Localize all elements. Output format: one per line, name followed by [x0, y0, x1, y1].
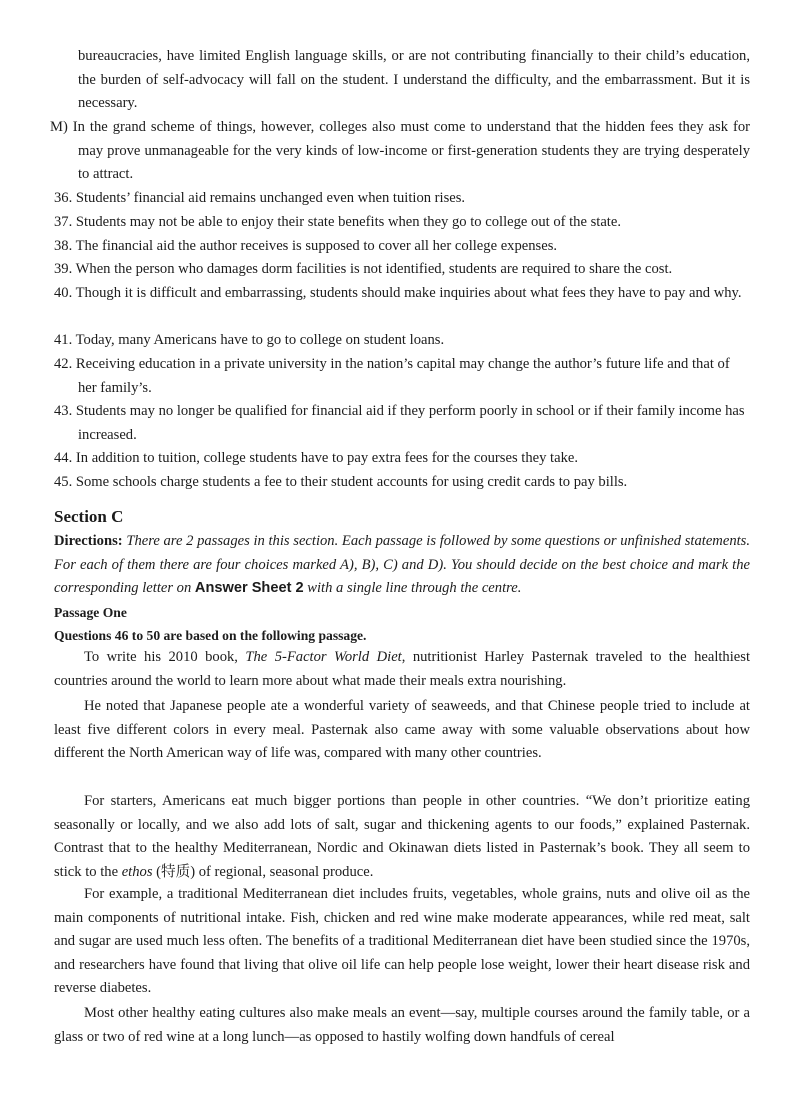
section-c-title: Section C: [54, 507, 124, 526]
statement-39: 39. When the person who damages dorm facilities is not identified, students are required to share the cost.: [54, 261, 673, 277]
passage-paragraph-5: Most other healthy eating cultures also make meals an event—say, multiple courses around the family table, or a glass or two of red wine at a long lunch—as opposed to hastily wolfing down handfuls of cereal: [54, 1005, 750, 1045]
statement-41: 41. Today, many Americans have to go to college on student loans.: [54, 332, 445, 348]
statement-37: 37. Students may not be able to enjoy their state benefits when they go to college out of the state.: [54, 214, 621, 230]
ethos-gloss: (特质): [152, 863, 196, 880]
passage-paragraph-4: For example, a traditional Mediterranean diet includes fruits, vegetables, whole grains, nuts and olive oil as the main components of nutritional intake. Fish, chicken and red wine make moderate appearances, while red meat, salt and sugar are used much less often. The benefits of a traditional Mediterranean diet have been studied since the 1970s, and researchers have found that living that olive oil life can help people lose weight, lower their heart disease risk and reverse diabetes.: [54, 886, 750, 997]
passage-paragraph-2: He noted that Japanese people ate a wonderful variety of seaweeds, and that Chinese people tried to include at least five different colors in every meal. Pasternak also came away with some valuable observations about how different the North American way of life was, compared with many other countries.: [54, 698, 750, 762]
directions-label: Directions:: [54, 533, 123, 549]
directions: [54, 530, 750, 601]
directions-text-2: with a single line through the centre.: [303, 580, 522, 597]
statement-44: 44. In addition to tuition, college students have to pay extra fees for the courses they take.: [54, 450, 579, 466]
statement-36: 36. Students’ financial aid remains unchanged even when tuition rises.: [54, 190, 466, 206]
statement-42: 42. Receiving education in a private university in the nation’s capital may change the author’s future life and that of her family’s.: [54, 356, 730, 396]
intro-paragraph: bureaucracies, have limited English language skills, or are not contributing financially to their child’s education, the burden of self-advocacy will fall on the student. I understand the difficulty, and the embarrassment. But it is necessary.: [78, 48, 750, 112]
passage-label: Passage One: [54, 605, 127, 620]
answer-sheet-label: Answer Sheet 2: [194, 580, 304, 597]
statement-45: 45. Some schools charge students a fee to their student accounts for using credit cards to pay bills.: [54, 474, 628, 490]
p3-text-a: For starters, Americans eat much bigger portions than people in other countries. “We don’t prioritize eating seasonally or locally, and we also add lots of salt, sugar and thickening agents to our foods,” explained Pasternak. Contrast that to the healthy Mediterranean, Nordic and Okinawan diets listed in Pasternak’s book. They all seem to stick to the: [54, 793, 750, 880]
passage-paragraph-1: [54, 646, 750, 693]
paragraph-m: M) In the grand scheme of things, however, colleges also must come to understand that the hidden fees they ask for may prove unmanageable for the very kinds of low-income or first-generation students they are trying desperately to attract.: [50, 119, 750, 183]
p3-text-b: of regional, seasonal produce.: [195, 863, 374, 880]
ethos-word: ethos: [121, 863, 153, 880]
directions-text-1: There are 2 passages in this section. Each passage is followed by some questions or unfinished statements. For each of them there are four choices marked A), B), C) and D). You should decide on the best choice and mark the corresponding letter on: [54, 533, 750, 597]
statement-38: 38. The financial aid the author receives is supposed to cover all her college expenses.: [54, 238, 558, 254]
statement-40: 40. Though it is difficult and embarrassing, students should make inquiries about what fees they have to pay and why.: [54, 285, 742, 301]
questions-label: Questions 46 to 50 are based on the following passage.: [54, 628, 367, 643]
statement-43: 43. Students may no longer be qualified for financial aid if they perform poorly in school or if their family income has increased.: [54, 403, 745, 443]
passage-paragraph-3: [54, 790, 750, 884]
p1-text-b: , nutritionist Harley Pasternak traveled to the healthiest countries around the world to learn more about what made their meals extra nourishing.: [54, 649, 750, 689]
book-title: The 5-Factor World Diet: [245, 649, 402, 665]
p1-text-a: To write his 2010 book,: [84, 649, 246, 665]
